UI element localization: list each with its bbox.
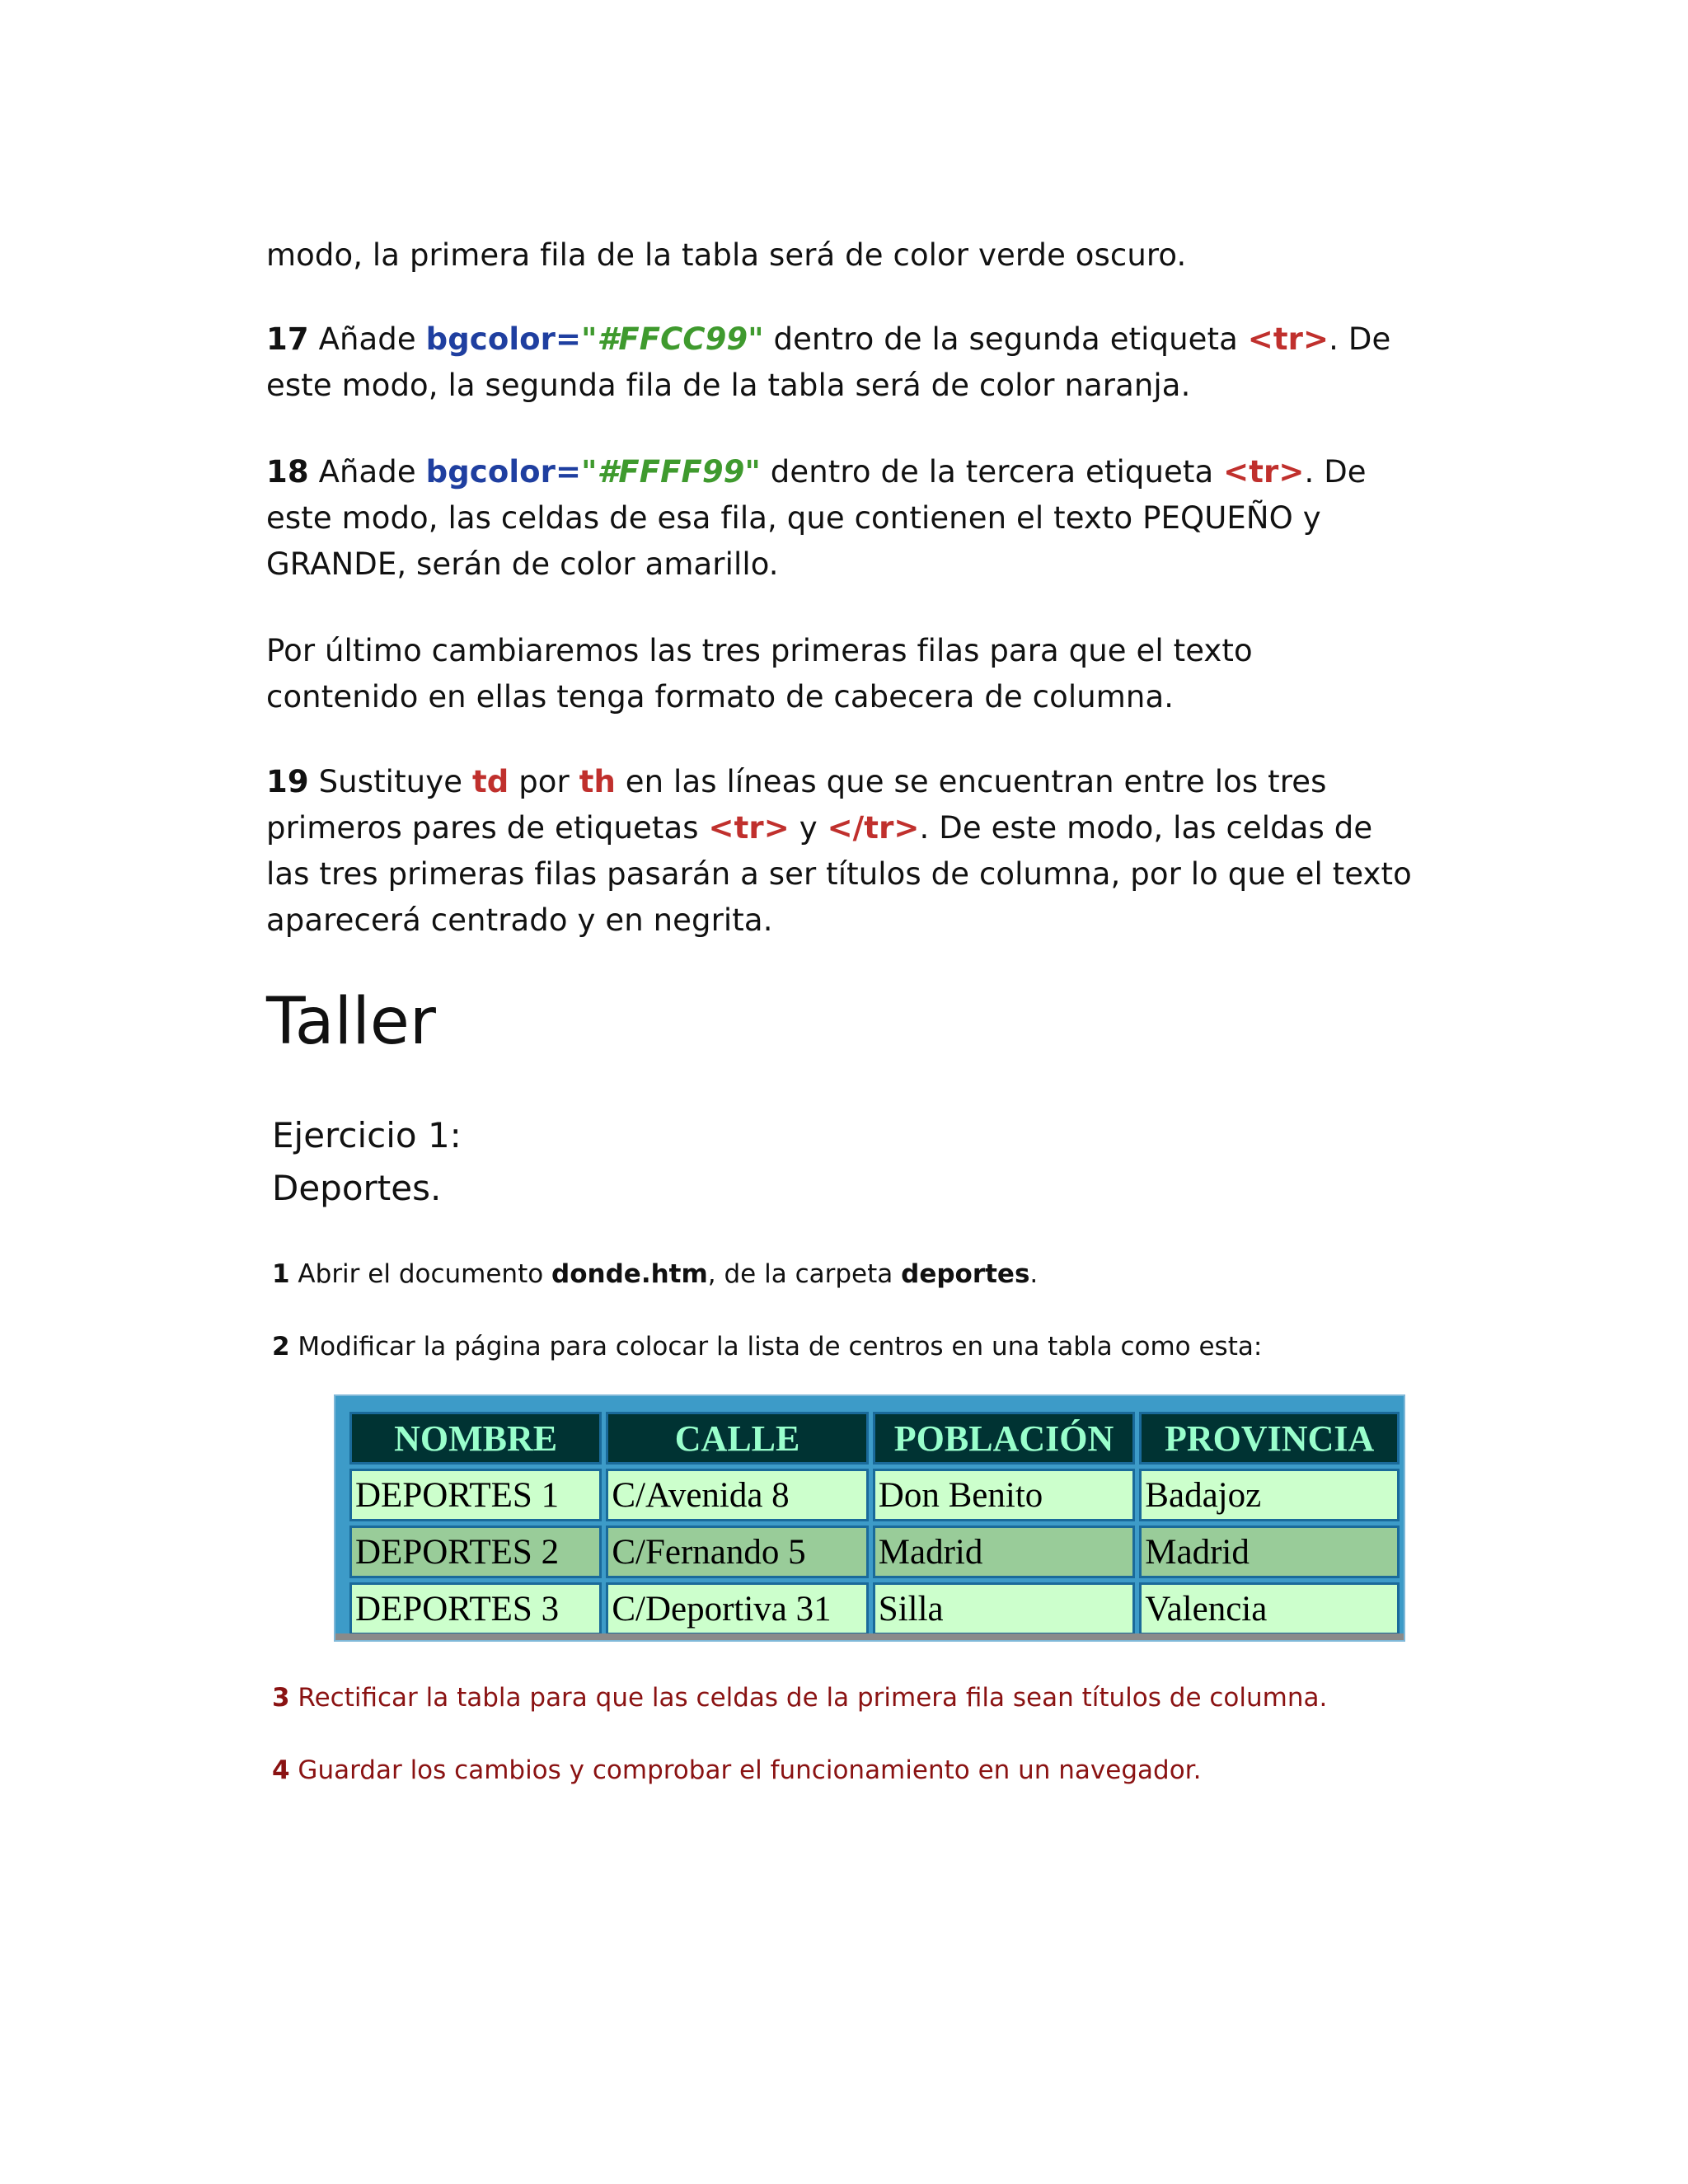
table-cell: C/Avenida 8 <box>606 1469 868 1521</box>
column-header: PROVINCIA <box>1139 1412 1400 1465</box>
attribute-code: bgcolor= <box>425 321 582 357</box>
column-header: NOMBRE <box>349 1412 602 1465</box>
paragraph-text: Añade <box>308 454 426 490</box>
tag-code: <tr> <box>1247 321 1329 357</box>
paragraph-text: . De este modo, la segunda fila de la tabla será de color naranja. <box>266 321 1391 403</box>
paragraph-text: dentro de la tercera etiqueta <box>760 454 1224 490</box>
table-cell: C/Deportiva 31 <box>606 1582 868 1635</box>
paragraph-text: modo, la primera fila de la tabla será de color verde oscuro. <box>266 237 1187 273</box>
step-1 <box>272 1256 1426 1292</box>
step-number: 4 <box>272 1755 290 1785</box>
file-name: donde.htm <box>551 1259 708 1289</box>
step-text: Abrir el documento <box>289 1259 552 1289</box>
table-cell: Don Benito <box>873 1469 1136 1521</box>
paragraph-text: Añade <box>308 321 426 357</box>
paragraph-text: y <box>789 810 828 846</box>
attribute-value: "#FFFF99" <box>581 454 761 490</box>
step-number: 3 <box>272 1683 290 1713</box>
table-cell: C/Fernando 5 <box>606 1526 868 1578</box>
step-text: . <box>1029 1259 1039 1289</box>
attribute-code: bgcolor= <box>425 454 582 490</box>
table-cell: DEPORTES 1 <box>349 1469 602 1521</box>
tag-code-td: td <box>471 764 509 799</box>
table-row <box>349 1526 1400 1578</box>
paragraph-19 <box>266 759 1412 944</box>
tag-code-th: th <box>579 764 616 799</box>
step-number: 18 <box>266 454 309 490</box>
attribute-value: "#FFCC99" <box>581 321 764 357</box>
step-number: 17 <box>266 321 309 357</box>
column-header: CALLE <box>606 1412 868 1465</box>
exercise-name: Deportes. <box>272 1168 442 1208</box>
table-cell: Madrid <box>873 1526 1136 1578</box>
table-row <box>349 1582 1400 1635</box>
table-cell: DEPORTES 2 <box>349 1526 602 1578</box>
paragraph-16-tail <box>266 232 1412 279</box>
exercise-number: Ejercicio 1: <box>272 1115 462 1155</box>
paragraph-text: . De este modo, las celdas de esa fila, que contienen el texto PEQUEÑO y GRANDE, serán de color amarillo. <box>266 454 1367 582</box>
paragraph-summary <box>266 628 1412 720</box>
step-text: Modificar la página para colocar la lista de centros en una tabla como esta: <box>289 1332 1263 1361</box>
paragraph-text: Por último cambiaremos las tres primeras filas para que el texto contenido en ellas tenga formato de cabecera de columna. <box>266 633 1253 715</box>
table-cell: Valencia <box>1139 1582 1400 1635</box>
paragraph-text: dentro de la segunda etiqueta <box>763 321 1248 357</box>
section-title: Taller <box>266 985 436 1059</box>
centros-table <box>345 1408 1404 1639</box>
paragraph-text: Sustituye <box>308 764 472 799</box>
step-4 <box>272 1752 1426 1788</box>
table-cell: Badajoz <box>1139 1469 1400 1521</box>
folder-name: deportes <box>901 1259 1030 1289</box>
paragraph-text: por <box>509 764 579 799</box>
column-header: POBLACIÓN <box>873 1412 1136 1465</box>
tag-code-close: </tr> <box>827 810 920 846</box>
paragraph-text: . De este modo, las celdas de las tres primeras filas pasarán a ser títulos de columna, por lo que el texto aparecerá centrado y en negrita. <box>266 810 1412 938</box>
step-3 <box>272 1680 1426 1716</box>
step-2 <box>272 1329 1426 1365</box>
step-number: 1 <box>272 1259 290 1289</box>
table-cell: DEPORTES 3 <box>349 1582 602 1635</box>
paragraph-18 <box>266 449 1412 588</box>
table-row <box>349 1469 1400 1521</box>
paragraph-text: en las líneas que se encuentran entre los tres primeros pares de etiquetas <box>266 764 1327 846</box>
step-text: , de la carpeta <box>707 1259 902 1289</box>
table-header-row <box>349 1412 1400 1465</box>
table-cell: Madrid <box>1139 1526 1400 1578</box>
paragraph-17 <box>266 316 1412 409</box>
tag-code-open: <tr> <box>708 810 790 846</box>
tag-code: <tr> <box>1223 454 1305 490</box>
example-table-screenshot <box>334 1394 1405 1642</box>
step-text: Rectificar la tabla para que las celdas de la primera fila sean títulos de columna. <box>289 1683 1328 1713</box>
exercise-title <box>272 1109 462 1215</box>
step-text: Guardar los cambios y comprobar el funcionamiento en un navegador. <box>289 1755 1202 1785</box>
table-cell: Silla <box>873 1582 1136 1635</box>
step-number: 2 <box>272 1332 290 1361</box>
step-number: 19 <box>266 764 309 799</box>
